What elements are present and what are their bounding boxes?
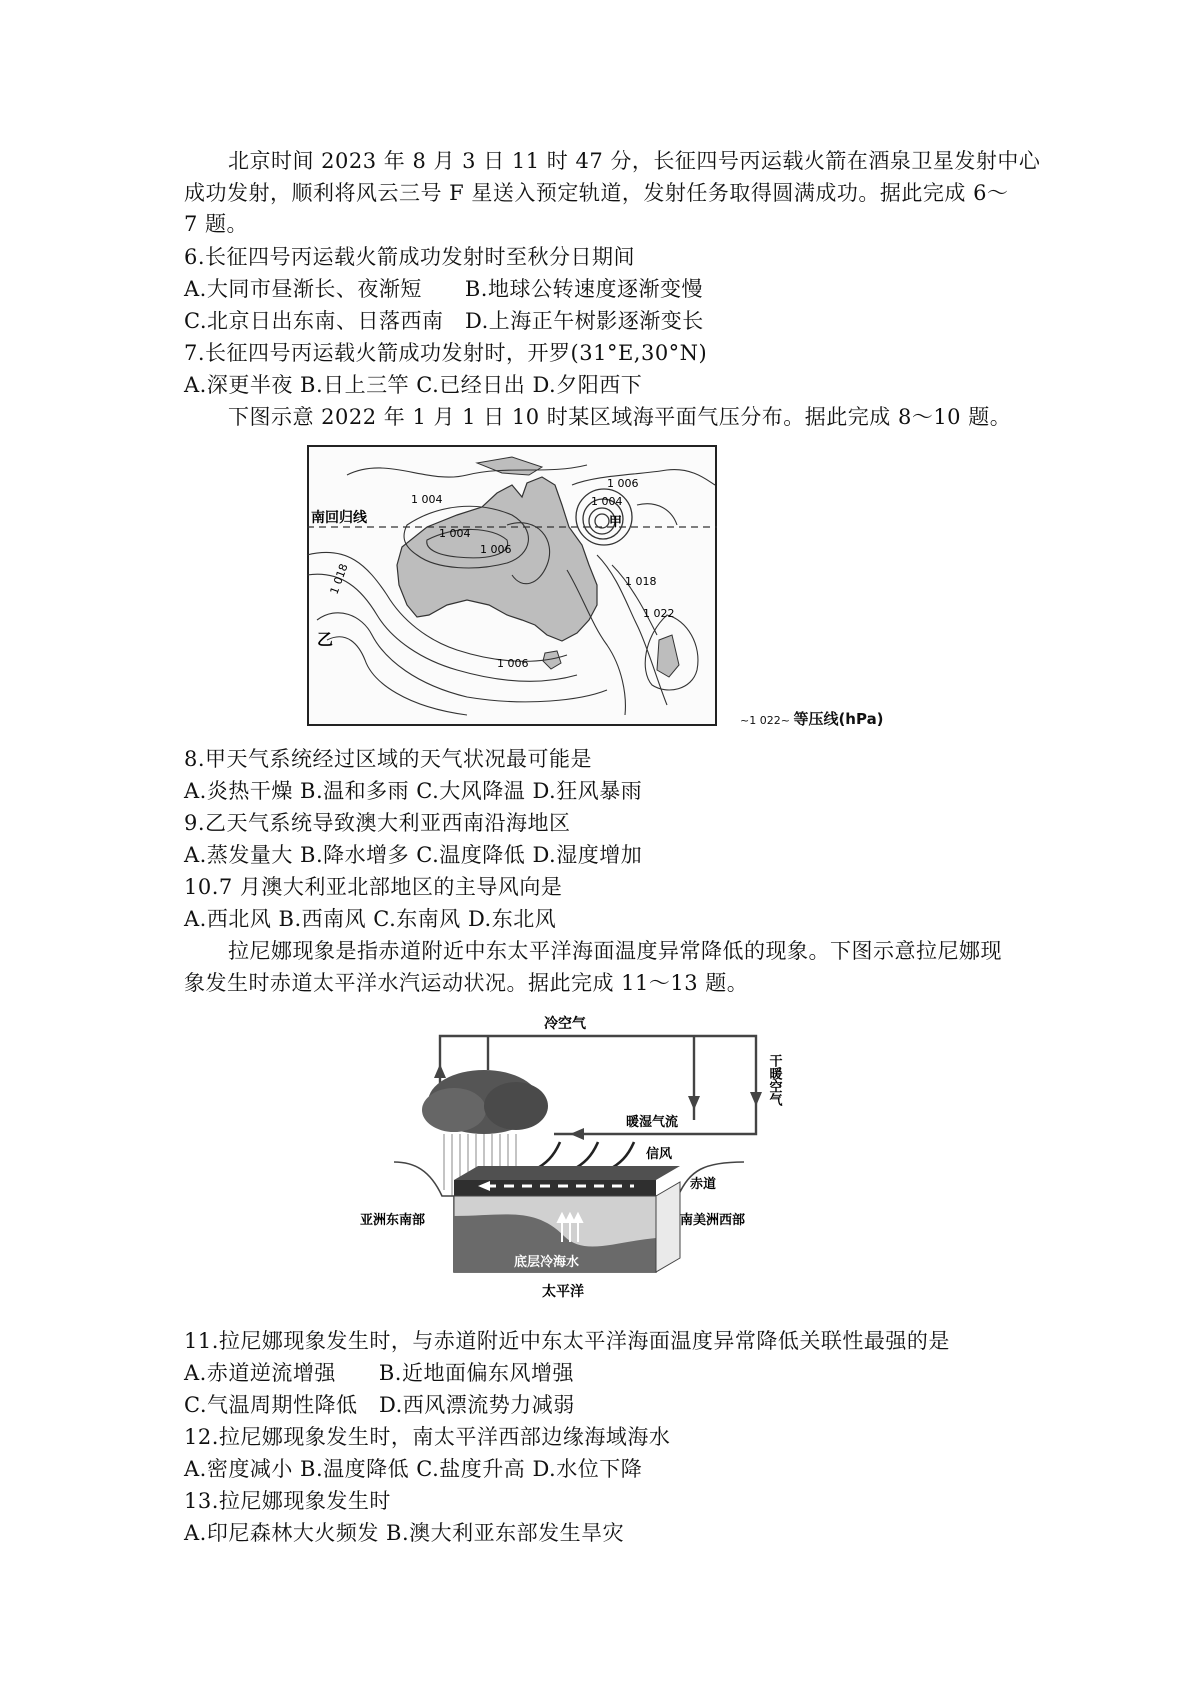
legend-text: 等压线(hPa)	[793, 710, 884, 728]
question-options: A.炎热干燥 B.温和多雨 C.大风降温 D.狂风暴雨	[184, 779, 643, 803]
isobar-label: 1 004	[591, 495, 623, 508]
pacific-label: 太平洋	[542, 1284, 584, 1300]
trade-wind-label: 信风	[646, 1147, 673, 1162]
passage-line: 成功发射，顺利将风云三号 F 星送入预定轨道，发射任务取得圆满成功。据此完成 6～	[184, 181, 1009, 205]
passage-line: 7 题。	[184, 212, 249, 236]
passage-line: 拉尼娜现象是指赤道附近中东太平洋海面温度异常降低的现象。下图示意拉尼娜现	[228, 939, 1002, 963]
question-options: A.大同市昼渐长、夜渐短 B.地球公转速度逐渐变慢	[184, 277, 703, 301]
question-stem: 12.拉尼娜现象发生时，南太平洋西部边缘海域海水	[184, 1425, 671, 1449]
isobar-label: 1 022	[643, 607, 675, 620]
dry-warm-air-label: 干暖空气	[766, 1054, 782, 1106]
isobar-label: 1 006	[480, 543, 512, 556]
question-options: A.西北风 B.西南风 C.东南风 D.东北风	[184, 907, 557, 931]
isobar-label: 1 006	[607, 477, 639, 490]
system-jia-label: 甲	[609, 515, 623, 530]
question-options: A.密度减小 B.温度降低 C.盐度升高 D.水位下降	[184, 1457, 643, 1481]
question-stem: 9.乙天气系统导致澳大利亚西南沿海地区	[184, 811, 571, 835]
pressure-map-figure	[307, 445, 717, 726]
question-stem: 6.长征四号丙运载火箭成功发射时至秋分日期间	[184, 245, 636, 269]
deep-cold-water-label: 底层冷海水	[514, 1255, 580, 1270]
system-yi-label: 乙	[317, 630, 334, 649]
question-options: A.深更半夜 B.日上三竿 C.已经日出 D.夕阳西下	[184, 373, 643, 397]
w-south-america-label: 南美洲西部	[680, 1213, 746, 1228]
equator-label: 赤道	[690, 1177, 717, 1192]
question-options: A.蒸发量大 B.降水增多 C.温度降低 D.湿度增加	[184, 843, 643, 867]
passage-line: 下图示意 2022 年 1 月 1 日 10 时某区域海平面气压分布。据此完成 8～10 题。	[228, 405, 1012, 429]
question-stem: 11.拉尼娜现象发生时，与赤道附近中东太平洋海面温度异常降低关联性最强的是	[184, 1329, 950, 1353]
tropic-label: 南回归线	[311, 510, 367, 526]
isobar-label: 1 004	[439, 527, 471, 540]
walker-circulation-figure	[360, 1010, 854, 1310]
isobar-label: 1 018	[327, 561, 351, 597]
passage-line: 北京时间 2023 年 8 月 3 日 11 时 47 分，长征四号丙运载火箭在酒泉卫星发射中心	[228, 149, 1041, 173]
question-options: C.北京日出东南、日落西南 D.上海正午树影逐渐变长	[184, 309, 704, 333]
question-stem: 7.长征四号丙运载火箭成功发射时，开罗(31°E,30°N)	[184, 341, 708, 365]
question-options: A.印尼森林大火频发 B.澳大利亚东部发生旱灾	[184, 1521, 625, 1545]
question-stem: 8.甲天气系统经过区域的天气状况最可能是	[184, 747, 593, 771]
question-stem: 13.拉尼娜现象发生时	[184, 1489, 391, 1513]
passage-line: 象发生时赤道太平洋水汽运动状况。据此完成 11～13 题。	[184, 971, 749, 995]
question-options: A.赤道逆流增强 B.近地面偏东风增强	[184, 1361, 574, 1385]
se-asia-label: 亚洲东南部	[360, 1213, 426, 1228]
warm-moist-flow-label: 暖湿气流	[626, 1115, 679, 1130]
isobar-label: 1 018	[625, 575, 657, 588]
question-stem: 10.7 月澳大利亚北部地区的主导风向是	[184, 875, 563, 899]
map-legend: ~1 022~ 等压线(hPa)	[740, 710, 884, 728]
legend-sample: 1 022	[749, 714, 781, 727]
question-options: C.气温周期性降低 D.西风漂流势力减弱	[184, 1393, 575, 1417]
isobar-label: 1 004	[411, 493, 443, 506]
cold-air-label: 冷空气	[544, 1016, 586, 1032]
isobar-label: 1 006	[497, 657, 529, 670]
